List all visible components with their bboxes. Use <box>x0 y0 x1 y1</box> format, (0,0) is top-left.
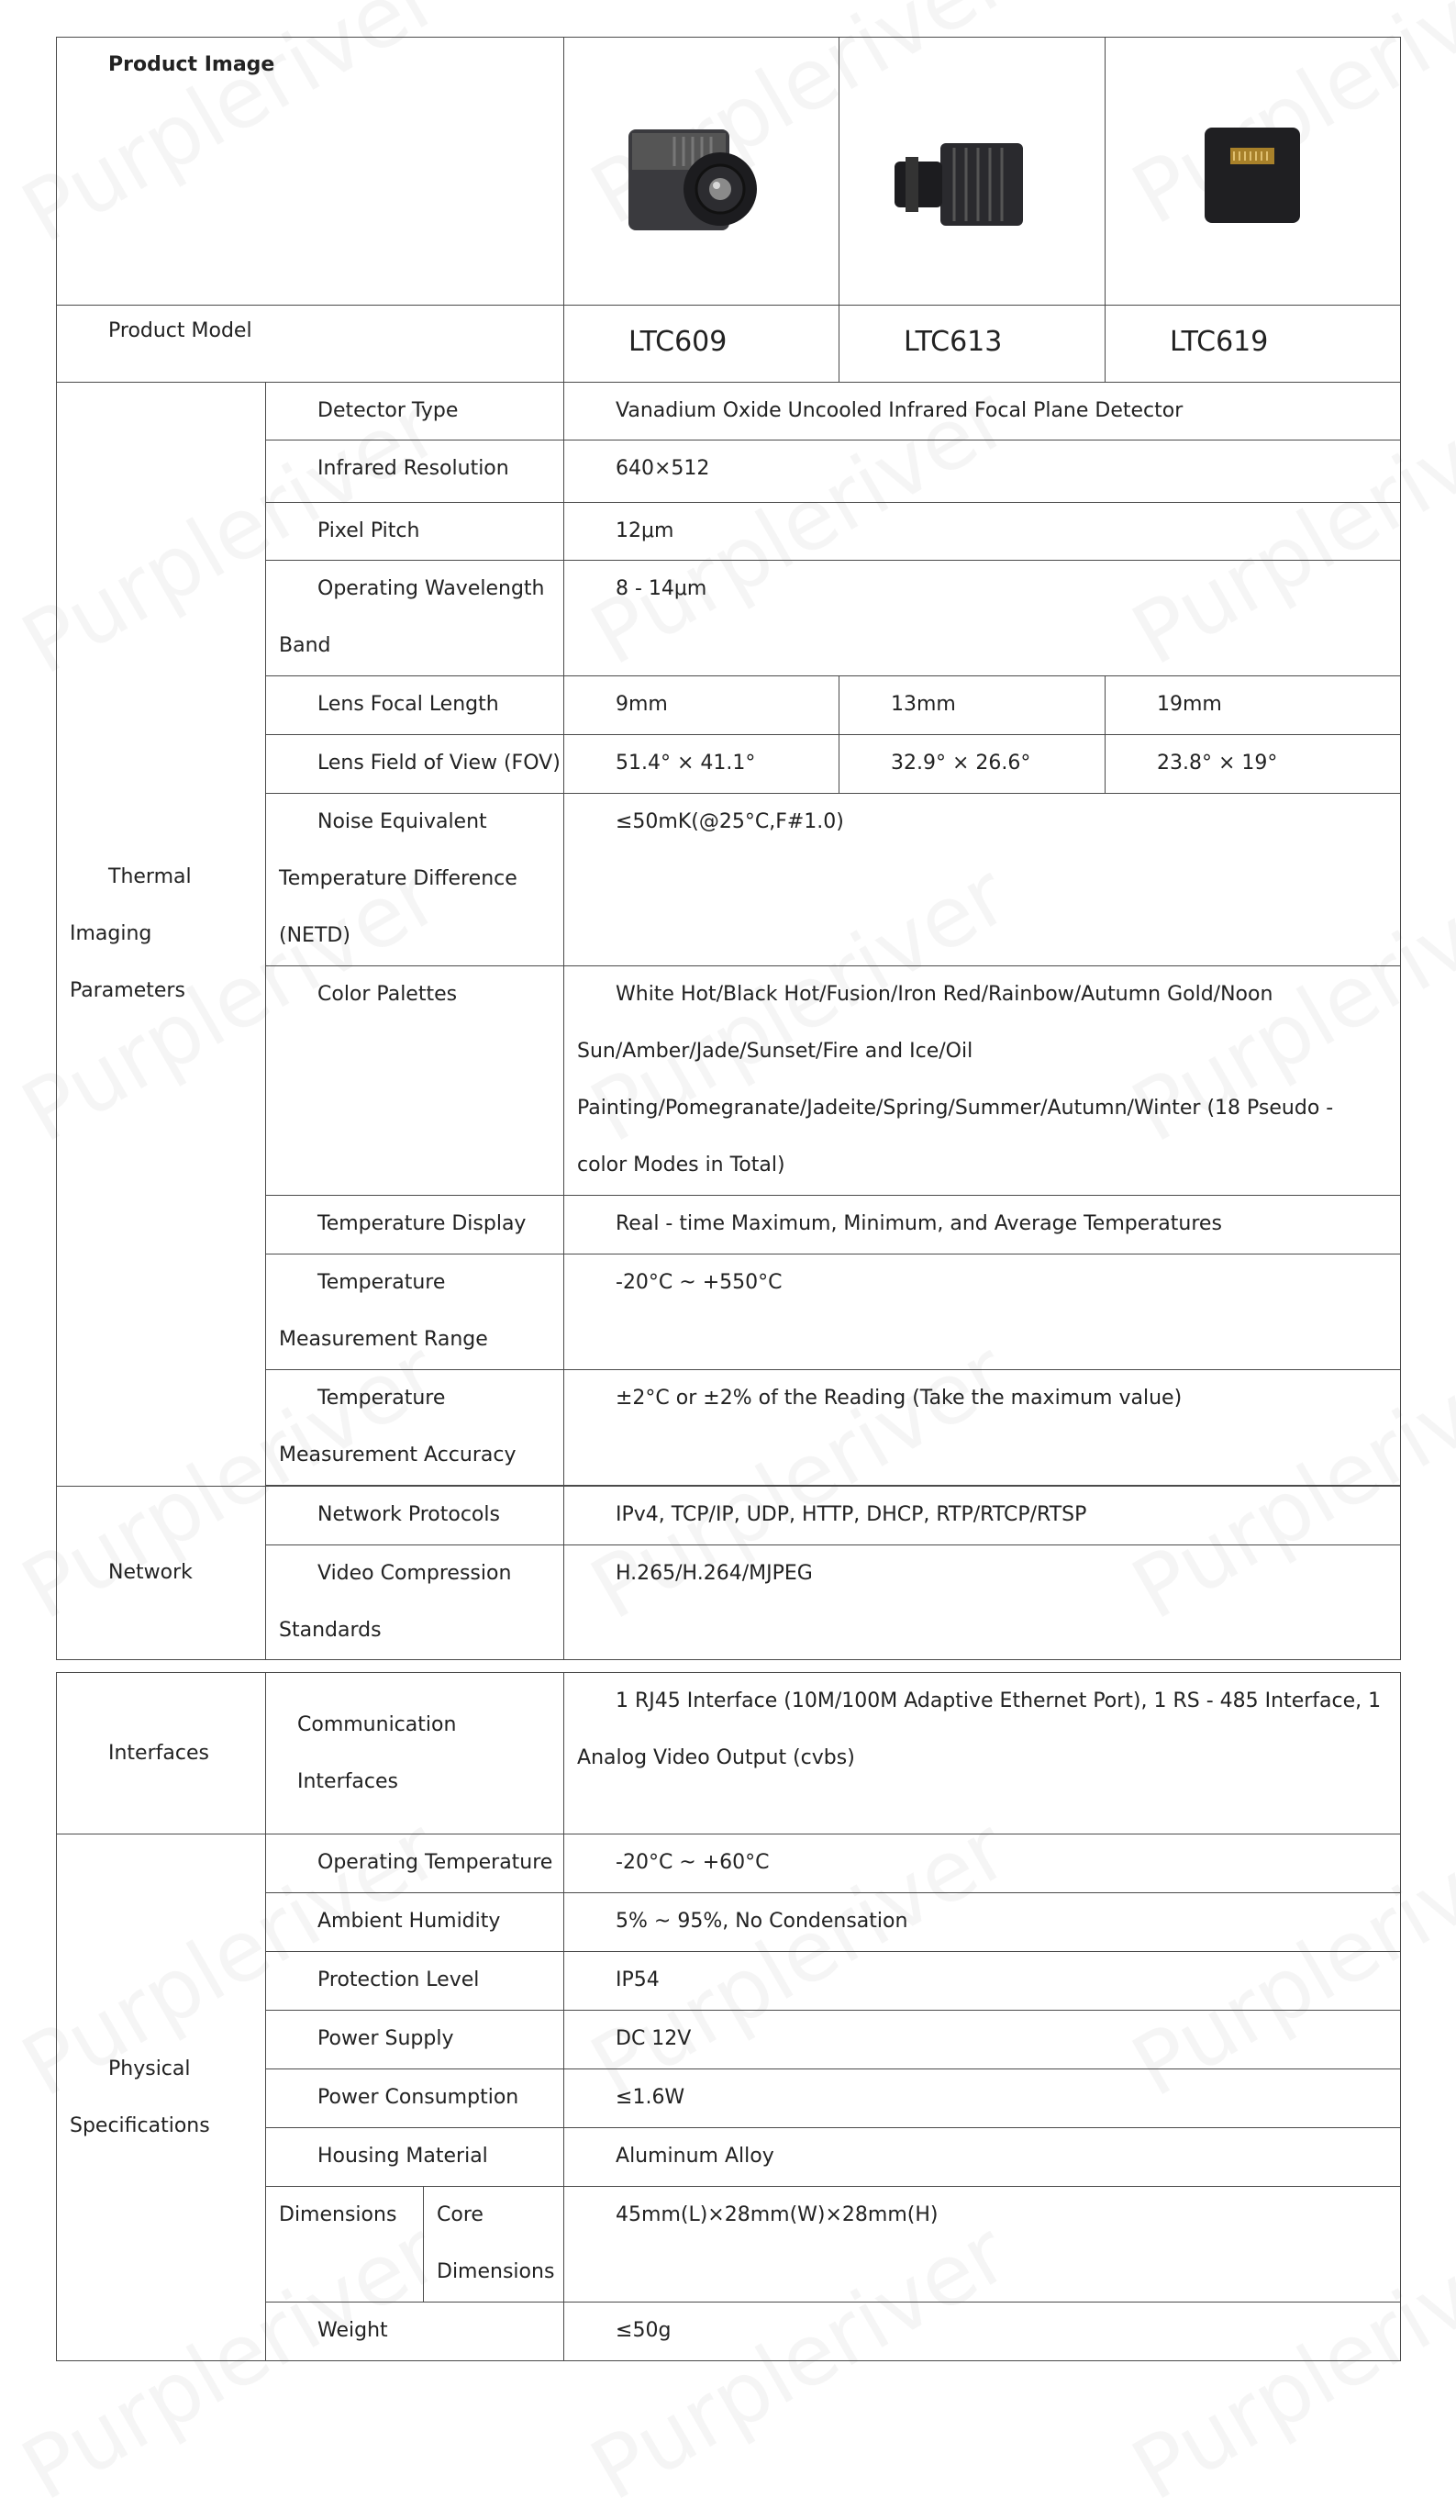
network-group-label: Network <box>108 1561 193 1584</box>
core-dimensions-value: 45mm(L)×28mm(W)×28mm(H) <box>564 2187 1401 2303</box>
model-ltc619 <box>1106 306 1401 383</box>
operating-temp-value: -20°C ~ +60°C <box>564 1834 1401 1893</box>
camera-side-icon <box>885 125 1050 235</box>
protection-level-value: IP54 <box>564 1952 1401 2011</box>
model-name: LTC609 <box>628 326 728 358</box>
network-group-label-cell <box>57 1487 266 1660</box>
camera-front-icon <box>619 111 784 249</box>
physical-group-label: Physical Specifications <box>70 2057 210 2137</box>
netd-value: ≤50mK(@25°C,F#1.0) <box>564 794 1401 966</box>
network-protocols-label: Network Protocols <box>266 1487 564 1545</box>
wavelength-value: 8 - 14μm <box>564 561 1401 676</box>
infrared-resolution-label: Infrared Resolution <box>266 440 564 503</box>
weight-label: Weight <box>266 2303 564 2361</box>
spec-table-main <box>56 37 1401 1660</box>
housing-material-label: Housing Material <box>266 2128 564 2187</box>
temp-range-label: Temperature Measurement Range <box>266 1254 564 1370</box>
focal-length-value: 13mm <box>839 676 1106 735</box>
netd-label: Noise Equivalent Temperature Difference (NETD) <box>266 794 564 966</box>
product-image-label: Product Image <box>108 53 275 76</box>
product-model-label-cell <box>57 306 564 383</box>
camera-back-icon <box>1197 120 1307 230</box>
interfaces-group-label-cell <box>57 1673 266 1834</box>
model-name: LTC613 <box>904 326 1003 358</box>
product-photo-ltc613 <box>839 38 1106 306</box>
interfaces-group-label: Interfaces <box>108 1741 209 1765</box>
core-dimensions-label: Core Dimensions <box>424 2187 564 2303</box>
physical-group-label-cell <box>57 1834 266 2361</box>
power-supply-value: DC 12V <box>564 2011 1401 2069</box>
power-supply-label: Power Supply <box>266 2011 564 2069</box>
fov-value: 32.9° × 26.6° <box>839 735 1106 794</box>
fov-label: Lens Field of View (FOV) <box>266 735 564 794</box>
fov-value: 23.8° × 19° <box>1106 735 1401 794</box>
color-palettes-value: White Hot/Black Hot/Fusion/Iron Red/Rainbow/Autumn Gold/Noon Sun/Amber/Jade/Sunset/Fire and Ice/Oil Painting/Pomegranate/Jadeite/Spring/Summer/Autumn/Winter (18 Pseudo - color Modes in Total) <box>564 966 1401 1196</box>
weight-value: ≤50g <box>564 2303 1401 2361</box>
focal-length-value: 19mm <box>1106 676 1401 735</box>
communication-interfaces-label: Communication Interfaces <box>297 1712 457 1793</box>
detector-type-value: Vanadium Oxide Uncooled Infrared Focal Plane Detector <box>564 383 1401 440</box>
protection-level-label: Protection Level <box>266 1952 564 2011</box>
temp-display-label: Temperature Display <box>266 1196 564 1254</box>
temp-display-value: Real - time Maximum, Minimum, and Average Temperatures <box>564 1196 1401 1254</box>
color-palettes-label: Color Palettes <box>266 966 564 1196</box>
pixel-pitch-value: 12μm <box>564 503 1401 561</box>
focal-length-value: 9mm <box>564 676 839 735</box>
focal-length-label: Lens Focal Length <box>266 676 564 735</box>
communication-interfaces-label-cell <box>266 1673 564 1834</box>
video-compression-label: Video Compression Standards <box>266 1545 564 1660</box>
thermal-group-label: Thermal Imaging Parameters <box>70 865 192 1002</box>
thermal-group-label-cell <box>57 383 266 1487</box>
housing-material-value: Aluminum Alloy <box>564 2128 1401 2187</box>
pixel-pitch-label: Pixel Pitch <box>266 503 564 561</box>
wavelength-label: Operating Wavelength Band <box>266 561 564 676</box>
dimensions-label: Dimensions <box>266 2187 424 2303</box>
product-photo-ltc609 <box>564 38 839 306</box>
power-consumption-value: ≤1.6W <box>564 2069 1401 2128</box>
spec-table-physical <box>56 1672 1401 2361</box>
ambient-humidity-label: Ambient Humidity <box>266 1893 564 1952</box>
temp-accuracy-label: Temperature Measurement Accuracy <box>266 1370 564 1486</box>
temp-accuracy-value: ±2°C or ±2% of the Reading (Take the maximum value) <box>564 1370 1401 1486</box>
video-compression-value: H.265/H.264/MJPEG <box>564 1545 1401 1660</box>
communication-interfaces-value: 1 RJ45 Interface (10M/100M Adaptive Ethernet Port), 1 RS - 485 Interface, 1 Analog Video Output (cvbs) <box>564 1673 1401 1834</box>
temp-range-value: -20°C ~ +550°C <box>564 1254 1401 1370</box>
product-model-label: Product Model <box>108 319 252 342</box>
model-ltc609 <box>564 306 839 383</box>
product-image-label-cell <box>57 38 564 306</box>
detector-type-label: Detector Type <box>266 383 564 440</box>
network-protocols-value: IPv4, TCP/IP, UDP, HTTP, DHCP, RTP/RTCP/RTSP <box>564 1487 1401 1545</box>
ambient-humidity-value: 5% ~ 95%, No Condensation <box>564 1893 1401 1952</box>
operating-temp-label: Operating Temperature <box>266 1834 564 1893</box>
infrared-resolution-value: 640×512 <box>564 440 1401 503</box>
product-photo-ltc619 <box>1106 38 1401 306</box>
power-consumption-label: Power Consumption <box>266 2069 564 2128</box>
model-name: LTC619 <box>1170 326 1269 358</box>
fov-value: 51.4° × 41.1° <box>564 735 839 794</box>
model-ltc613 <box>839 306 1106 383</box>
